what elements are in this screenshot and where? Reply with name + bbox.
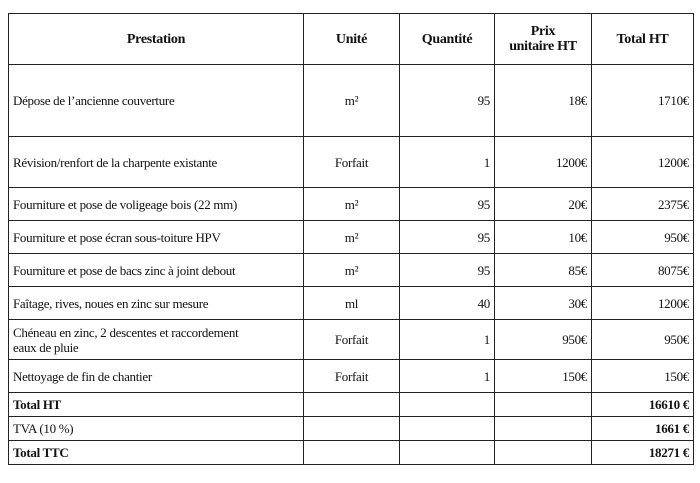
- header-quantite: Quantité: [400, 14, 495, 65]
- empty-cell: [495, 417, 592, 441]
- cell-prix: 1200€: [495, 137, 592, 188]
- header-unite: Unité: [304, 14, 400, 65]
- tva-row: [9, 417, 694, 441]
- total-ttc-label: Total TTC: [9, 441, 304, 465]
- empty-cell: [304, 393, 400, 417]
- table-row: [9, 287, 694, 320]
- cell-unite: Forfait: [304, 320, 400, 360]
- empty-cell: [400, 441, 495, 465]
- cell-total: 950€: [592, 320, 694, 360]
- cell-quantite: 1: [400, 360, 495, 393]
- cell-prestation: Dépose de l’ancienne couverture: [9, 65, 304, 137]
- empty-cell: [495, 441, 592, 465]
- cell-prix: 20€: [495, 188, 592, 221]
- cell-prestation: [9, 320, 304, 360]
- cell-unite: m²: [304, 254, 400, 287]
- cell-total: 2375€: [592, 188, 694, 221]
- cell-prestation: Fourniture et pose écran sous-toiture HPV: [9, 221, 304, 254]
- cell-prestation: Nettoyage de fin de chantier: [9, 360, 304, 393]
- tva-label: TVA (10 %): [9, 417, 304, 441]
- total-ttc-row: [9, 441, 694, 465]
- header-prix-line1: Prix: [530, 24, 556, 39]
- total-ttc-value: 18271 €: [592, 441, 694, 465]
- quote-table: [8, 13, 694, 465]
- total-ht-label: Total HT: [9, 393, 304, 417]
- cell-prix: 85€: [495, 254, 592, 287]
- cell-total: 1200€: [592, 287, 694, 320]
- cell-unite: ml: [304, 287, 400, 320]
- table-row: [9, 360, 694, 393]
- cell-quantite: 1: [400, 137, 495, 188]
- tva-value: 1661 €: [592, 417, 694, 441]
- cell-prix: 30€: [495, 287, 592, 320]
- header-prix-line2: unitaire HT: [509, 39, 577, 54]
- table-row: [9, 221, 694, 254]
- cell-unite: m²: [304, 65, 400, 137]
- cell-quantite: 1: [400, 320, 495, 360]
- cell-prix: 950€: [495, 320, 592, 360]
- cell-prix: 150€: [495, 360, 592, 393]
- cell-total: 8075€: [592, 254, 694, 287]
- empty-cell: [304, 417, 400, 441]
- cell-prix: 18€: [495, 65, 592, 137]
- cell-unite: m²: [304, 221, 400, 254]
- table-row: [9, 254, 694, 287]
- cell-quantite: 95: [400, 188, 495, 221]
- cell-prestation-line1: Chéneau en zinc, 2 descentes et raccordement: [13, 324, 239, 340]
- header-total-ht: Total HT: [592, 14, 694, 65]
- empty-cell: [400, 393, 495, 417]
- header-prix-unitaire: [495, 14, 592, 65]
- cell-quantite: 95: [400, 65, 495, 137]
- total-ht-row: [9, 393, 694, 417]
- cell-total: 950€: [592, 221, 694, 254]
- table-row: [9, 65, 694, 137]
- cell-total: 1200€: [592, 137, 694, 188]
- header-row: [9, 14, 694, 65]
- empty-cell: [400, 417, 495, 441]
- cell-quantite: 40: [400, 287, 495, 320]
- cell-prestation: Fourniture et pose de bacs zinc à joint debout: [9, 254, 304, 287]
- cell-prestation: Faîtage, rives, noues en zinc sur mesure: [9, 287, 304, 320]
- cell-quantite: 95: [400, 254, 495, 287]
- header-prestation: Prestation: [9, 14, 304, 65]
- cell-unite: m²: [304, 188, 400, 221]
- cell-prix: 10€: [495, 221, 592, 254]
- cell-total: 150€: [592, 360, 694, 393]
- empty-cell: [304, 441, 400, 465]
- cell-quantite: 95: [400, 221, 495, 254]
- cell-prestation-line2: eaux de pluie: [13, 339, 79, 355]
- cell-total: 1710€: [592, 65, 694, 137]
- cell-unite: Forfait: [304, 360, 400, 393]
- empty-cell: [495, 393, 592, 417]
- cell-unite: Forfait: [304, 137, 400, 188]
- table-row: [9, 188, 694, 221]
- cell-prestation: Fourniture et pose de voligeage bois (22 mm): [9, 188, 304, 221]
- cell-prestation: Révision/renfort de la charpente existante: [9, 137, 304, 188]
- table-row: [9, 137, 694, 188]
- table-row: [9, 320, 694, 360]
- total-ht-value: 16610 €: [592, 393, 694, 417]
